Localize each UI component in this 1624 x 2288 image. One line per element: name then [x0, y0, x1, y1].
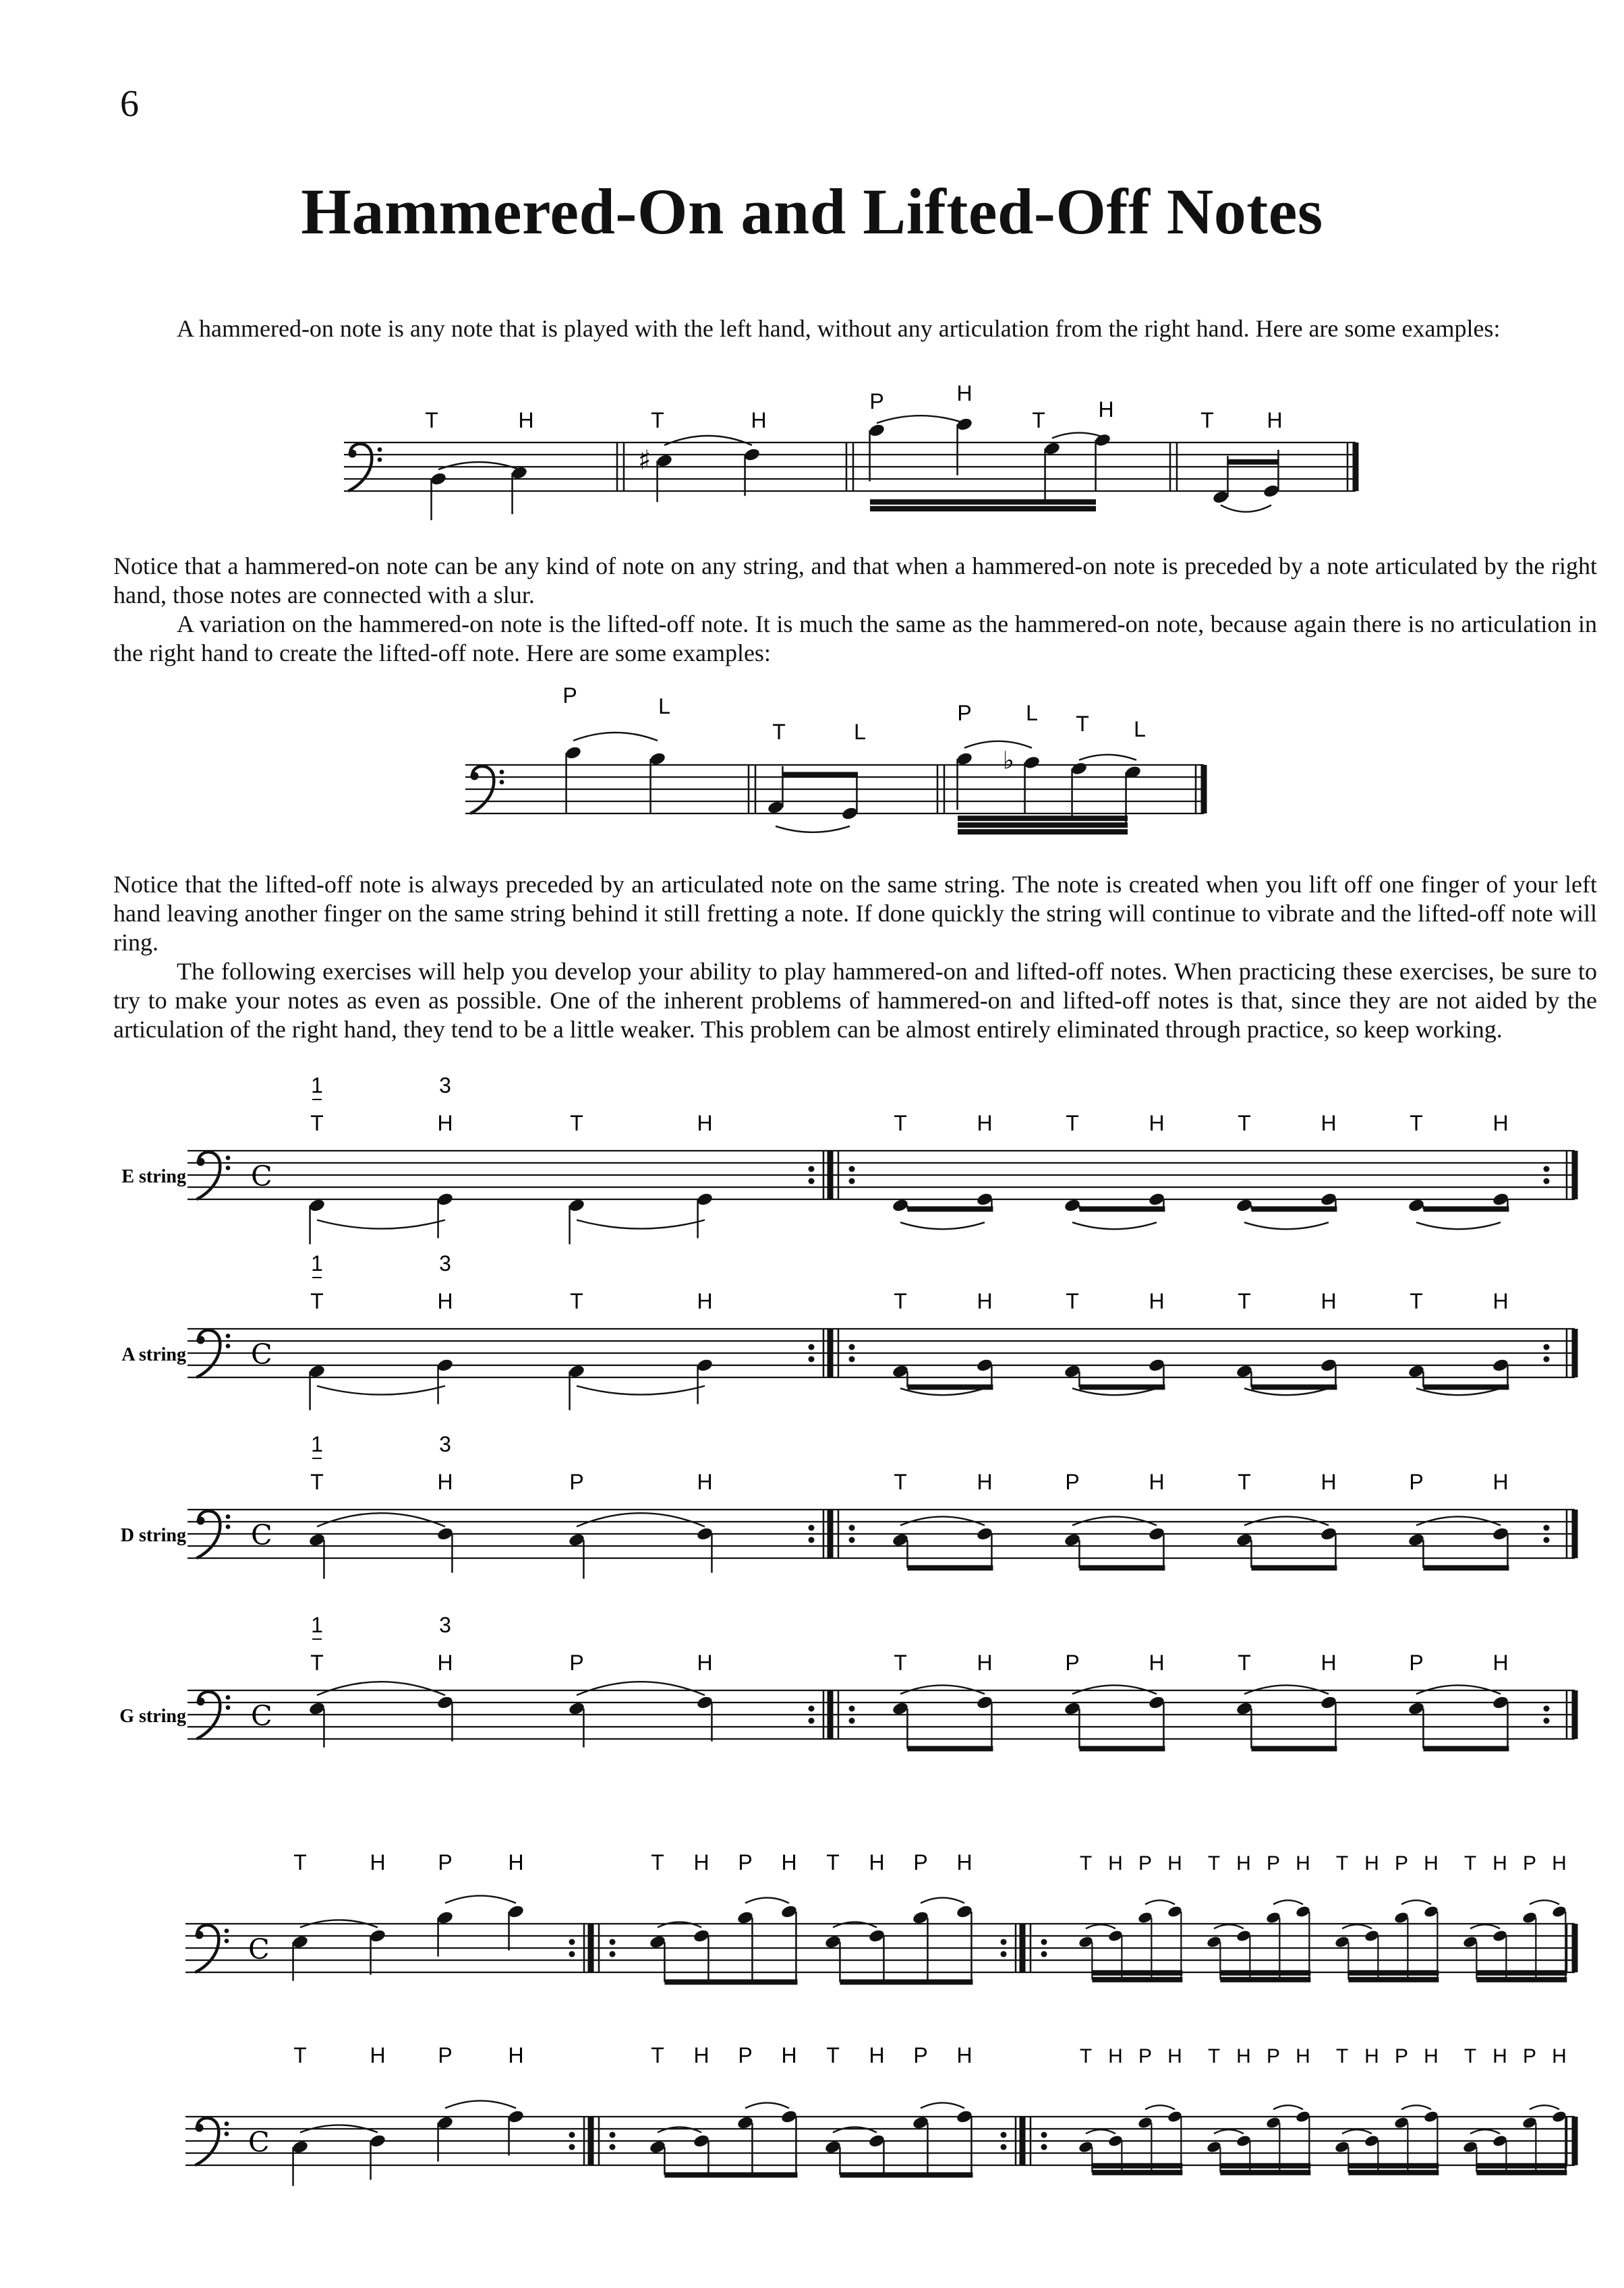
technique-label: T	[310, 1470, 324, 1494]
common-time-icon: C	[251, 1338, 272, 1371]
beam	[907, 1206, 993, 1211]
technique-label: H	[1108, 2045, 1123, 2067]
common-time-icon: C	[251, 1700, 272, 1733]
technique-label: H	[1552, 2045, 1567, 2067]
beam	[664, 1979, 797, 1984]
beam	[1348, 1977, 1439, 1982]
page-number: 6	[120, 83, 139, 125]
technique-label: T	[1066, 1289, 1079, 1313]
repeat-dot	[1544, 1718, 1550, 1724]
technique-label: T	[1207, 1852, 1221, 1875]
technique-label: P	[562, 683, 577, 708]
repeat-dot	[849, 1537, 855, 1543]
technique-label: T	[1207, 2045, 1221, 2067]
slur	[577, 1513, 705, 1526]
technique-label: P	[569, 1651, 584, 1675]
fingering-number: 3	[439, 1432, 451, 1456]
beam	[1092, 2170, 1182, 2175]
technique-label: T	[310, 1651, 324, 1675]
slur	[1470, 2129, 1500, 2134]
technique-label: T	[1410, 1289, 1423, 1313]
technique-label: P	[1409, 1470, 1424, 1494]
technique-label: H	[1167, 1852, 1182, 1875]
technique-label: H	[437, 1651, 453, 1675]
technique-label: L	[854, 720, 866, 744]
paragraph-4: Notice that the lifted-off note is always preceded by an articulated note on the same string. The note is created when you lift off one finger of your left hand leaving another finger on the same string behind it still fretting a note. If done quickly the string will continue to vibrate and the lifted-off note will ring.	[113, 871, 1597, 956]
technique-label: H	[1236, 1852, 1251, 1875]
repeat-dot	[809, 1525, 815, 1531]
technique-label: H	[781, 1850, 797, 1875]
technique-label: H	[1267, 408, 1283, 432]
technique-label: P	[1394, 1852, 1409, 1875]
beam	[958, 822, 1128, 828]
slur	[921, 1897, 964, 1903]
slur	[1401, 1900, 1431, 1904]
string-label: A string	[121, 1344, 186, 1365]
technique-label: T	[651, 1850, 664, 1875]
common-time-icon: C	[251, 1160, 272, 1193]
technique-label: H	[697, 1470, 713, 1494]
technique-label: H	[693, 2043, 709, 2067]
beam	[840, 1979, 973, 1984]
technique-label: T	[570, 1111, 583, 1135]
repeat-dot	[849, 1718, 855, 1724]
technique-label: P	[569, 1470, 584, 1494]
repeat-dot	[809, 1344, 815, 1350]
fingering-number: 1	[311, 1432, 323, 1456]
technique-label: H	[1492, 1289, 1509, 1313]
beam	[1079, 1746, 1165, 1751]
fingering-number: 1	[311, 1251, 323, 1276]
slur	[877, 416, 964, 423]
string-label: E string	[121, 1166, 186, 1187]
repeat-dot	[849, 1706, 855, 1712]
technique-label: T	[1079, 1852, 1093, 1875]
beam	[1092, 1977, 1182, 1982]
technique-label: H	[697, 1111, 713, 1135]
technique-label: H	[1424, 1852, 1439, 1875]
slur	[745, 2103, 789, 2108]
repeat-dot	[849, 1178, 855, 1184]
slur	[833, 2127, 877, 2132]
technique-label: H	[1236, 2045, 1251, 2067]
technique-label: H	[508, 2043, 524, 2067]
beam	[1423, 1206, 1509, 1211]
beam	[870, 499, 1096, 505]
technique-label: T	[570, 1289, 583, 1313]
technique-label: H	[437, 1289, 453, 1313]
technique-label: T	[1079, 2045, 1093, 2067]
beam	[1227, 459, 1279, 465]
technique-label: T	[772, 720, 786, 744]
technique-label: T	[293, 2043, 307, 2067]
slur	[1086, 2129, 1115, 2134]
technique-label: T	[1238, 1111, 1251, 1135]
slur	[317, 1682, 445, 1695]
beam	[907, 1746, 993, 1751]
beam	[1251, 1746, 1337, 1751]
beam	[1476, 1977, 1567, 1982]
technique-label: T	[425, 408, 438, 432]
technique-label: P	[1065, 1651, 1080, 1675]
repeat-dot	[569, 2132, 575, 2138]
repeat-dot	[809, 1356, 815, 1363]
technique-label: T	[1238, 1289, 1251, 1313]
beam	[958, 816, 1128, 821]
technique-label: H	[781, 2043, 797, 2067]
repeat-dot	[1544, 1344, 1550, 1350]
beam	[1476, 2163, 1567, 2169]
technique-label: L	[1026, 701, 1038, 725]
repeat-dot	[1001, 2144, 1007, 2150]
technique-label: H	[956, 2043, 973, 2067]
beam	[1092, 2163, 1182, 2169]
paragraph-2: Notice that a hammered-on note can be any kind of note on any string, and that when a hammered-on note is preceded by a note articulated by the right hand, those notes are connected with a slur.	[113, 552, 1597, 608]
technique-label: H	[1108, 1852, 1123, 1875]
technique-label: P	[1522, 1852, 1537, 1875]
slur	[964, 741, 1032, 748]
technique-label: H	[1149, 1651, 1165, 1675]
technique-label: H	[977, 1111, 993, 1135]
technique-label: H	[1321, 1470, 1337, 1494]
technique-label: T	[1463, 1852, 1477, 1875]
technique-label: T	[310, 1289, 324, 1313]
slur	[317, 1513, 445, 1526]
technique-label: P	[1138, 1852, 1153, 1875]
repeat-dot	[809, 1537, 815, 1543]
slur	[921, 2103, 964, 2108]
beam	[1092, 1970, 1182, 1976]
beam	[1220, 2170, 1310, 2175]
technique-label: P	[913, 2043, 928, 2067]
repeat-dot	[849, 1166, 855, 1172]
repeat-dot	[569, 2144, 575, 2150]
slur	[658, 2127, 701, 2132]
repeat-dot	[849, 1525, 855, 1531]
technique-label: T	[894, 1651, 907, 1675]
slur	[745, 1897, 789, 1903]
slur	[317, 1220, 445, 1229]
repeat-dot	[569, 1951, 575, 1957]
slur	[577, 1682, 705, 1695]
technique-label: P	[869, 389, 884, 413]
common-time-icon: C	[248, 2126, 270, 2159]
string-label: D string	[120, 1524, 186, 1546]
technique-label: H	[1167, 2045, 1182, 2067]
technique-label: H	[370, 1850, 386, 1875]
technique-label: H	[869, 2043, 885, 2067]
technique-label: H	[518, 408, 534, 432]
slur	[1145, 2105, 1175, 2109]
technique-label: P	[738, 1850, 753, 1875]
paragraph-3: A variation on the hammered-on note is the lifted-off note. It is much the same as the hammered-on note, because again there is no articulation in the right hand to create the lifted-off note. Here are some examples:	[113, 610, 1597, 666]
flat-icon: ♭	[1003, 747, 1014, 775]
slur	[1530, 2105, 1559, 2109]
slur	[1214, 1924, 1244, 1928]
technique-label: H	[697, 1651, 713, 1675]
technique-label: P	[738, 2043, 753, 2067]
technique-label: H	[1296, 2045, 1310, 2067]
repeat-dot	[610, 1951, 616, 1957]
common-time-icon: C	[248, 1933, 270, 1966]
slur	[1342, 2129, 1372, 2134]
beam	[782, 772, 858, 777]
technique-label: H	[956, 1850, 973, 1875]
slur	[1401, 2105, 1431, 2109]
technique-label: T	[651, 408, 664, 432]
beam	[664, 2172, 797, 2177]
beam	[1220, 1970, 1310, 1976]
technique-label: H	[1552, 1852, 1567, 1875]
technique-label: H	[1364, 2045, 1379, 2067]
slur	[1342, 1924, 1372, 1928]
technique-label: T	[310, 1111, 324, 1135]
technique-label: T	[1410, 1111, 1423, 1135]
technique-label: P	[1266, 2045, 1281, 2067]
technique-label: H	[437, 1111, 453, 1135]
repeat-dot	[1041, 2144, 1047, 2150]
technique-label: P	[1522, 2045, 1537, 2067]
technique-label: H	[1492, 1651, 1509, 1675]
slur	[1470, 1924, 1500, 1928]
technique-label: H	[977, 1470, 993, 1494]
slur	[1273, 1900, 1303, 1904]
technique-label: H	[1492, 1852, 1507, 1875]
beam	[1220, 2163, 1310, 2169]
technique-label: H	[1321, 1651, 1337, 1675]
repeat-dot	[849, 1344, 855, 1350]
paragraph-1: A hammered-on note is any note that is played with the left hand, without any articulation from the right hand. Here are some examples:	[177, 315, 1501, 342]
technique-label: T	[651, 2043, 664, 2067]
beam	[1079, 1565, 1165, 1570]
slur	[1530, 1900, 1559, 1904]
repeat-dot	[1544, 1166, 1550, 1172]
technique-label: T	[1238, 1470, 1251, 1494]
technique-label: H	[1149, 1111, 1165, 1135]
technique-label: H	[370, 2043, 386, 2067]
technique-label: T	[1076, 712, 1089, 736]
beam	[840, 2172, 973, 2177]
repeat-dot	[610, 2132, 616, 2138]
beam	[907, 1565, 993, 1570]
slur	[1214, 2129, 1244, 2134]
sharp-icon: ♯	[638, 445, 651, 476]
technique-label: H	[977, 1289, 993, 1313]
beam	[1476, 1970, 1567, 1976]
technique-label: H	[1149, 1470, 1165, 1494]
slur	[1086, 1924, 1115, 1928]
beam	[1423, 1746, 1509, 1751]
technique-label: T	[1335, 1852, 1349, 1875]
slur	[900, 1222, 985, 1229]
slur	[1221, 505, 1271, 512]
technique-label: H	[1098, 397, 1114, 422]
repeat-dot	[809, 1718, 815, 1724]
beam	[1251, 1565, 1337, 1570]
technique-label: H	[1321, 1289, 1337, 1313]
slur	[317, 1386, 445, 1395]
technique-label: H	[1492, 2045, 1507, 2067]
fingering-number: 3	[439, 1073, 451, 1097]
technique-label: P	[1409, 1651, 1424, 1675]
repeat-dot	[1001, 1951, 1007, 1957]
technique-label: T	[826, 2043, 840, 2067]
repeat-dot	[1544, 1178, 1550, 1184]
slur	[445, 2100, 516, 2108]
beam	[1220, 1977, 1310, 1982]
common-time-icon: C	[251, 1519, 272, 1552]
slur	[1072, 1222, 1157, 1229]
technique-label: H	[1492, 1111, 1509, 1135]
repeat-dot	[1544, 1356, 1550, 1363]
technique-label: P	[957, 701, 972, 725]
repeat-dot	[569, 1939, 575, 1945]
technique-label: H	[1149, 1289, 1165, 1313]
repeat-dot	[1544, 1537, 1550, 1543]
technique-label: T	[894, 1111, 907, 1135]
repeat-dot	[610, 2144, 616, 2150]
technique-label: P	[1065, 1470, 1080, 1494]
technique-label: T	[1238, 1651, 1251, 1675]
slur	[1079, 755, 1136, 760]
technique-label: H	[1492, 1470, 1509, 1494]
technique-label: T	[1335, 2045, 1349, 2067]
technique-label: H	[977, 1651, 993, 1675]
slur	[1244, 1222, 1329, 1229]
slur	[776, 826, 850, 832]
repeat-dot	[1041, 1939, 1047, 1945]
slur	[577, 1386, 705, 1395]
slur	[658, 1922, 701, 1927]
slur	[1145, 1900, 1175, 1904]
slur	[664, 436, 752, 445]
fingering-number: 3	[439, 1251, 451, 1276]
technique-label: H	[697, 1289, 713, 1313]
technique-label: P	[1138, 2045, 1153, 2067]
technique-label: T	[894, 1470, 907, 1494]
fingering-number: 1	[311, 1613, 323, 1637]
beam	[1348, 1970, 1439, 1976]
slur	[573, 733, 658, 741]
technique-label: T	[894, 1289, 907, 1313]
technique-label: H	[869, 1850, 885, 1875]
slur	[833, 1922, 877, 1927]
technique-label: T	[826, 1850, 840, 1875]
repeat-dot	[1041, 2132, 1047, 2138]
slur	[577, 1220, 705, 1229]
beam	[1079, 1206, 1165, 1211]
technique-label: H	[1364, 1852, 1379, 1875]
technique-label: T	[293, 1850, 307, 1875]
technique-label: H	[508, 1850, 524, 1875]
repeat-dot	[1544, 1706, 1550, 1712]
repeat-dot	[809, 1166, 815, 1172]
beam	[958, 829, 1128, 834]
beam	[1348, 2170, 1439, 2175]
repeat-dot	[1001, 1939, 1007, 1945]
repeat-dot	[809, 1706, 815, 1712]
slur	[438, 462, 519, 469]
beam	[1423, 1565, 1509, 1570]
fingering-number: 3	[439, 1613, 451, 1637]
technique-label: H	[1296, 1852, 1310, 1875]
technique-label: P	[438, 2043, 453, 2067]
repeat-dot	[849, 1356, 855, 1363]
page-title: Hammered-On and Lifted-Off Notes	[301, 175, 1323, 248]
technique-label: L	[658, 694, 670, 718]
repeat-dot	[1544, 1525, 1550, 1531]
string-label: G string	[119, 1705, 186, 1727]
slur	[445, 1895, 516, 1903]
fingering-number: 1	[311, 1073, 323, 1097]
technique-label: P	[438, 1850, 453, 1875]
slur	[1416, 1222, 1501, 1229]
beam	[1476, 2170, 1567, 2175]
technique-label: P	[913, 1850, 928, 1875]
beam	[870, 506, 1096, 511]
technique-label: T	[1032, 408, 1045, 432]
technique-label: P	[1266, 1852, 1281, 1875]
technique-label: H	[1321, 1111, 1337, 1135]
technique-label: T	[1463, 2045, 1477, 2067]
technique-label: H	[693, 1850, 709, 1875]
technique-label: P	[1394, 2045, 1409, 2067]
repeat-dot	[610, 1939, 616, 1945]
technique-label: H	[1424, 2045, 1439, 2067]
repeat-dot	[1041, 1951, 1047, 1957]
technique-label: T	[1066, 1111, 1079, 1135]
technique-label: T	[1200, 408, 1214, 432]
technique-label: H	[751, 408, 767, 432]
technique-label: H	[437, 1470, 453, 1494]
technique-label: L	[1134, 717, 1146, 741]
paragraph-5: The following exercises will help you develop your ability to play hammered-on and lifted-off notes. When practicing these exercises, be sure to try to make your notes as even as possible. One of the inherent problems of hammered-on and lifted-off notes is that, since they are not aided by the articulation of the right hand, they tend to be a little weaker. This problem can be almost entirely eliminated through practice, so keep working.	[113, 958, 1597, 1043]
beam	[1251, 1206, 1337, 1211]
repeat-dot	[809, 1178, 815, 1184]
slur	[1273, 2105, 1303, 2109]
technique-label: H	[956, 381, 973, 405]
repeat-dot	[1001, 2132, 1007, 2138]
beam	[1348, 2163, 1439, 2169]
